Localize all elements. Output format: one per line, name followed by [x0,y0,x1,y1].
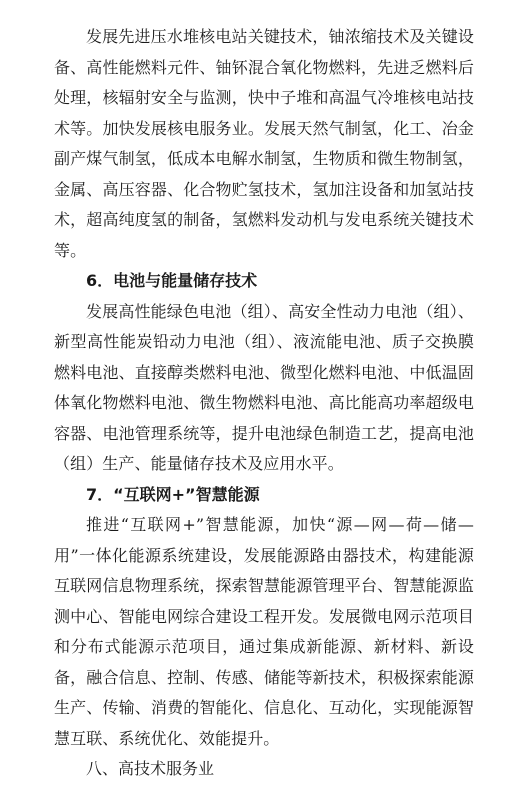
document-page [54,22,474,785]
paragraph-battery-storage: 发展高性能绿色电池（组）、高安全性动力电池（组）、新型高性能炭铅动力电池（组）、液流能电池、质子交换膜燃料电池、直接醇类燃料电池、微型化燃料电池、中低温固体氧化物燃料电池、微生物燃料电池、高比能高功率超级电容器、电池管理系统等，提升电池绿色制造工艺，提高电池（组）生产、能量储存技术及应用水平。 [54,301,474,473]
paragraph-nuclear-hydrogen: 发展先进压水堆核电站关键技术，铀浓缩技术及关键设备、高性能燃料元件、铀钚混合氧化物燃料，先进乏燃料后处理，核辐射安全与监测，快中子堆和高温气冷堆核电站技术等。加快发展核电服务业。发展天然气制氢，化工、冶金副产煤气制氢，低成本电解水制氢，生物质和微生物制氢，金属、高压容器、化合物贮氢技术，氢加注设备和加氢站技术，超高纯度氢的制备，氢燃料发动机与发电系统关键技术等。 [54,27,474,260]
heading-internet-plus-energy: 7．“互联网+”智慧能源 [86,484,260,504]
paragraph-internet-plus-energy: 推进“互联网+”智慧能源，加快“源—网—荷—储—用”一体化能源系统建设，发展能源路由器技术，构建能源互联网信息物理系统，探索智慧能源管理平台、智慧能源监测中心、智能电网综合建设工程开发。发展微电网示范项目和分布式能源示范项目，通过集成新能源、新材料、新设备，融合信息、控制、传感、储能等新技术，积极探索能源生产、传输、消费的智能化、信息化、互动化，实现能源智慧互联、系统优化、效能提升。 [54,515,474,748]
heading-battery-storage: 6．电池与能量储存技术 [86,271,258,290]
section-title-high-tech-services: 八、高技术服务业 [86,759,215,778]
